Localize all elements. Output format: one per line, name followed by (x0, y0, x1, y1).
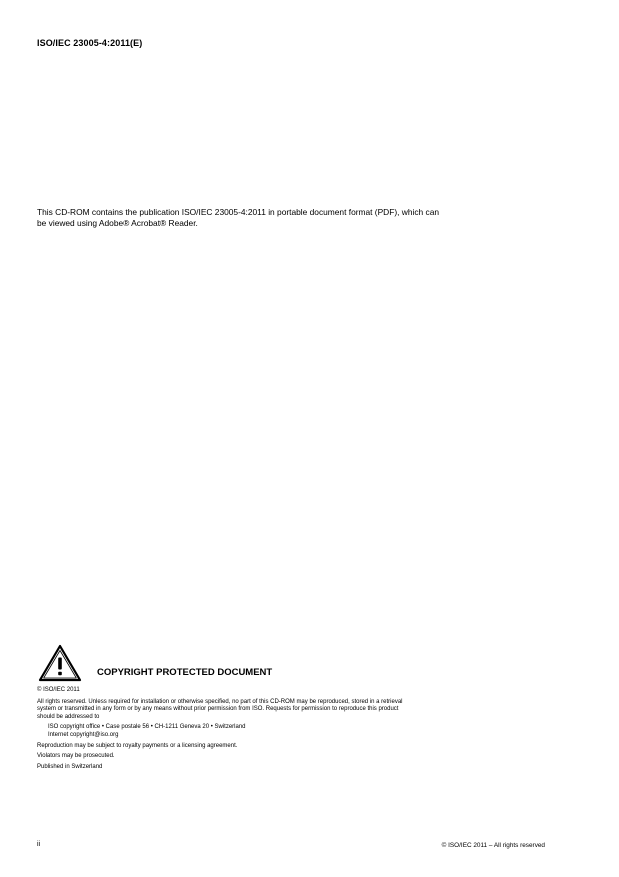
warning-triangle-icon (38, 644, 82, 682)
page-number: ii (37, 841, 41, 848)
violators-notice: Violators may be prosecuted. (37, 753, 115, 760)
footer-copyright: © ISO/IEC 2011 – All rights reserved (441, 842, 545, 849)
intro-paragraph: This CD-ROM contains the publication ISO/IEC 23005-4:2011 in portable document format (PDF), which can be viewed using Adobe® Acrobat® Reader. (37, 207, 440, 228)
document-identifier: ISO/IEC 23005-4:2011(E) (37, 38, 143, 48)
royalty-notice: Reproduction may be subject to royalty payments or a licensing agreement. (37, 742, 238, 749)
copyright-year: © ISO/IEC 2011 (37, 687, 80, 693)
copyright-office-address: ISO copyright office • Case postale 56 • CH-1211 Geneva 20 • Switzerland (48, 724, 246, 731)
rights-text: All rights reserved. Unless required for installation or otherwise specified, no part of this CD-ROM may be reproduced, stored in a retrieval system or transmitted in any form or by any means without prior permission from ISO. Requests for permission to reproduce this product should be addressed to (37, 698, 403, 720)
published-location: Published in Switzerland (37, 763, 103, 770)
copyright-heading: COPYRIGHT PROTECTED DOCUMENT (97, 667, 273, 678)
copyright-internet: Internet copyright@iso.org (48, 731, 119, 738)
copyright-notice (37, 687, 549, 771)
